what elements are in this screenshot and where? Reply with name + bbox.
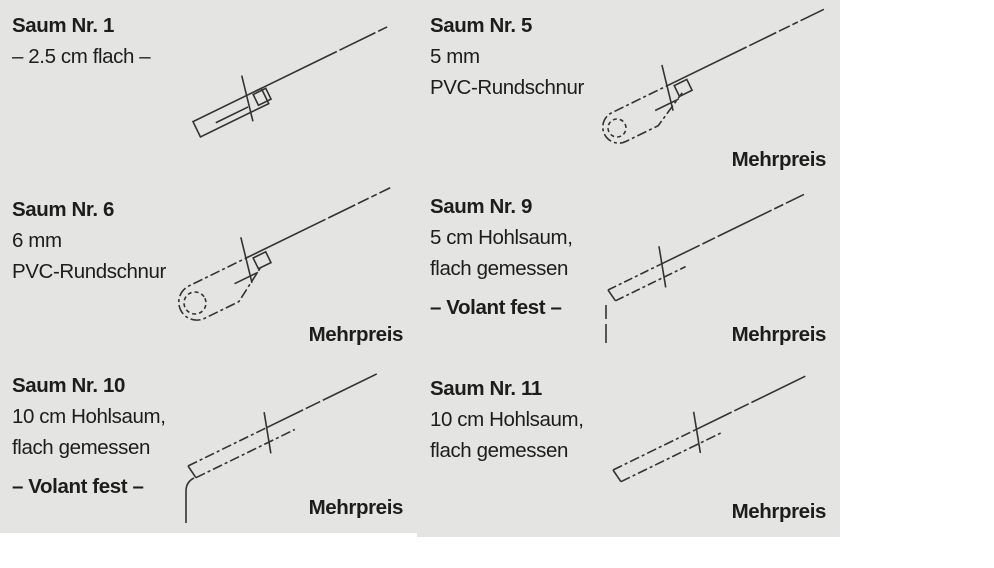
seam-spec-line: flach gemessen	[430, 439, 568, 462]
volant-fest-label: – Volant fest –	[12, 475, 144, 498]
panel-saum-nr-6	[0, 185, 417, 360]
seam-title: Saum Nr. 9	[430, 195, 532, 218]
seam-label-block	[12, 371, 166, 502]
seam-spec-line: flach gemessen	[12, 436, 150, 459]
surcharge-label: Mehrpreis	[308, 323, 403, 346]
seam-label-block	[430, 374, 584, 466]
seam-label-block	[12, 11, 150, 72]
seam-title: Saum Nr. 1	[12, 14, 114, 37]
seam-title: Saum Nr. 10	[12, 374, 125, 397]
seam-spec-line: 5 mm	[430, 45, 480, 68]
surcharge-label: Mehrpreis	[731, 148, 826, 171]
panel-saum-nr-11	[417, 360, 840, 537]
panel-saum-nr-1	[0, 0, 417, 185]
panel-saum-nr-10	[0, 360, 417, 533]
surcharge-label: Mehrpreis	[731, 500, 826, 523]
panel-saum-nr-5	[417, 0, 840, 185]
seam-title: Saum Nr. 6	[12, 198, 114, 221]
seam-spec-line: PVC-Rundschnur	[430, 76, 584, 99]
seam-spec-line: PVC-Rundschnur	[12, 260, 166, 283]
seam-label-block	[12, 195, 166, 287]
seam-label-block	[430, 192, 573, 323]
seam-spec-line: flach gemessen	[430, 257, 568, 280]
seam-spec-line: – 2.5 cm flach –	[12, 45, 151, 68]
seam-title: Saum Nr. 11	[430, 377, 542, 400]
seam-spec-line: 5 cm Hohlsaum,	[430, 226, 573, 249]
seam-label-block	[430, 11, 584, 103]
surcharge-label: Mehrpreis	[731, 323, 826, 346]
seam-spec-line: 10 cm Hohlsaum,	[430, 408, 584, 431]
volant-fest-label: – Volant fest –	[430, 296, 562, 319]
seam-spec-line: 6 mm	[12, 229, 62, 252]
panel-saum-nr-9	[417, 185, 840, 360]
seam-spec-line: 10 cm Hohlsaum,	[12, 405, 166, 428]
surcharge-label: Mehrpreis	[308, 496, 403, 519]
seam-title: Saum Nr. 5	[430, 14, 532, 37]
